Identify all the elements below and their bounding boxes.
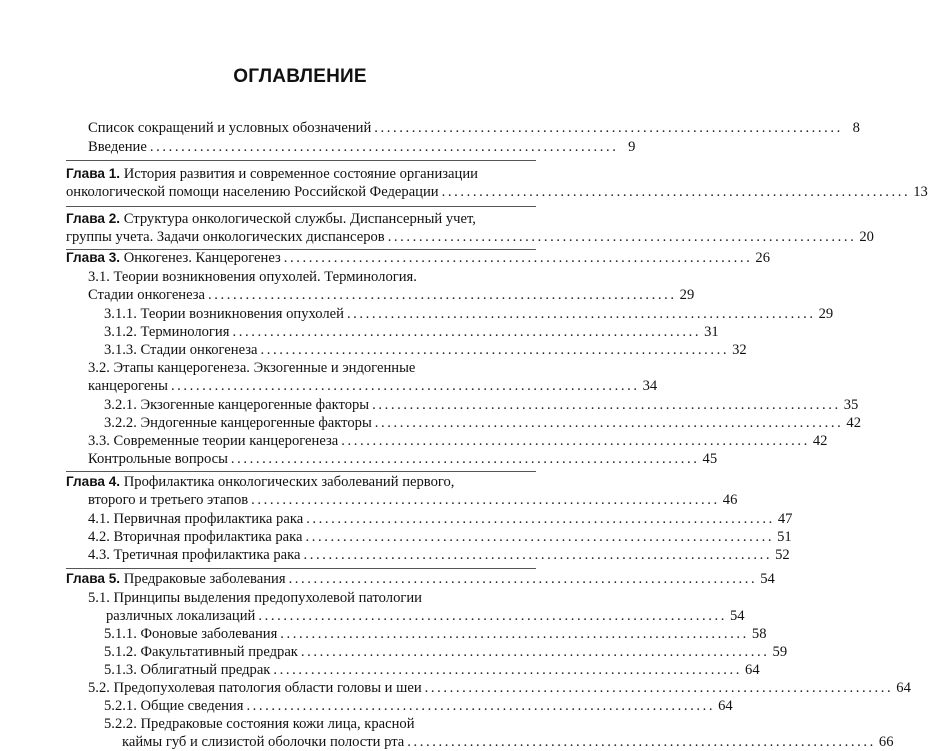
entry-page: 54 (760, 571, 775, 587)
toc-entry-3-1-1[interactable]: 3.1.1. Теории возникновения опухолей ........................................................................... 29 (104, 306, 834, 322)
entry-page: 13 (913, 184, 928, 200)
toc-entry-5-1-2[interactable]: 5.1.2. Факультативный предрак ........................................................................... 59 (104, 644, 788, 660)
entry-page: 64 (896, 680, 911, 696)
entry-page: 52 (775, 547, 790, 563)
entry-text: 3.3. Современные теории канцерогенеза (88, 433, 339, 449)
entry-page: 47 (777, 511, 793, 527)
entry-text: 3.1.3. Стадии онкогенеза (104, 342, 258, 358)
toc-entry-5-1[interactable]: 5.1. Принципы выделения предопухолевой патологии различных локализаций ........................................................................... 54 (88, 590, 745, 624)
toc-entry-chapter-5[interactable]: Глава 5. Предраковые заболевания ........................................................................... 54 (66, 571, 775, 587)
toc-entry-introduction[interactable]: Введение ........................................................................... 9 (88, 139, 636, 155)
entry-text: 3.1.1. Теории возникновения опухолей (104, 306, 344, 322)
chapter-label: Глава 3. (66, 250, 121, 265)
entry-text: 4.1. Первичная профилактика рака (88, 511, 304, 527)
chapter-label: Глава 2. (66, 211, 121, 226)
entry-page: 8 (852, 120, 860, 136)
entry-page: 31 (704, 324, 719, 340)
toc-entry-3-2[interactable]: 3.2. Этапы канцерогенеза. Экзогенные и эндогенные канцерогены ........................................................................... 34 (88, 360, 658, 394)
entry-page: 46 (722, 492, 738, 508)
toc-entry-3-2-1[interactable]: 3.2.1. Экзогенные канцерогенные факторы ........................................................................... 35 (104, 397, 859, 413)
entry-text: 5.2. Предопухолевая патология области головы и шеи (88, 680, 422, 696)
entry-page: 32 (732, 342, 747, 358)
entry-text: 5.2.2. Предраковые состояния кожи лица, красной (104, 716, 415, 732)
entry-text-cont: группы учета. Задачи онкологических диспансеров (66, 229, 385, 245)
entry-page: 59 (772, 644, 788, 660)
entry-text: 5.1.3. Облигатный предрак (104, 662, 271, 678)
chapter-label: Глава 4. (66, 474, 121, 489)
entry-text: Введение (88, 139, 147, 155)
entry-text: Структура онкологической службы. Диспансерный учет, (123, 211, 476, 227)
toc-entry-chapter-1[interactable]: Глава 1. История развития и современное состояние организации онкологической помощи населению Российской Федерации ........................................................................... 13 (66, 166, 928, 200)
entry-text: Онкогенез. Канцерогенез (123, 250, 281, 266)
entry-page: 29 (679, 287, 695, 303)
toc-entry-abbreviations[interactable]: Список сокращений и условных обозначений ........................................................................... 8 (88, 120, 860, 136)
entry-text: Профилактика онкологических заболеваний первого, (123, 474, 455, 490)
entry-text-cont: второго и третьего этапов (88, 492, 249, 508)
entry-text-cont: каймы губ и слизистой оболочки полости рта (122, 734, 405, 750)
toc-entry-5-1-3[interactable]: 5.1.3. Облигатный предрак ........................................................................... 64 (104, 662, 760, 678)
toc-entry-4-2[interactable]: 4.2. Вторичная профилактика рака ........................................................................... 51 (88, 529, 792, 545)
entry-page: 54 (730, 608, 745, 624)
toc-entry-5-2-2[interactable]: 5.2.2. Предраковые состояния кожи лица, красной каймы губ и слизистой оболочки полости рта ........................................................................... 66 (104, 716, 894, 750)
toc-entry-3-1-3[interactable]: 3.1.3. Стадии онкогенеза ........................................................................... 32 (104, 342, 747, 358)
toc-entry-3-1-2[interactable]: 3.1.2. Терминология ........................................................................... 31 (104, 324, 719, 340)
divider (66, 206, 536, 207)
toc-entry-5-1-1[interactable]: 5.1.1. Фоновые заболевания ........................................................................... 58 (104, 626, 767, 642)
divider (66, 471, 536, 472)
divider (66, 160, 536, 161)
chapter-label: Глава 5. (66, 571, 121, 586)
divider (66, 568, 536, 569)
entry-text-cont: различных локализаций (106, 608, 256, 624)
toc-entry-3-1[interactable]: 3.1. Теории возникновения опухолей. Терминология. Стадии онкогенеза ........................................................................... 29 (88, 269, 695, 303)
toc-entry-chapter-3[interactable]: Глава 3. Онкогенез. Канцерогенез ........................................................................... 26 (66, 250, 770, 266)
entry-text: 5.1.2. Факультативный предрак (104, 644, 298, 660)
toc-entry-5-2[interactable]: 5.2. Предопухолевая патология области головы и шеи ........................................................................... 64 (88, 680, 911, 696)
entry-text: 3.1.2. Терминология (104, 324, 230, 340)
entry-text: Список сокращений и условных обозначений (88, 120, 372, 136)
toc-entry-control-questions[interactable]: Контрольные вопросы ........................................................................... 45 (88, 451, 718, 467)
entry-text-cont: онкологической помощи населению Российской Федерации (66, 184, 439, 200)
entry-page: 51 (777, 529, 792, 545)
toc-entry-chapter-4[interactable]: Глава 4. Профилактика онкологических заболеваний первого, второго и третьего этапов ........................................................................... 46 (66, 474, 738, 508)
toc-entry-3-3[interactable]: 3.3. Современные теории канцерогенеза ........................................................................... 42 (88, 433, 828, 449)
entry-text: 5.1.1. Фоновые заболевания (104, 626, 278, 642)
entry-page: 42 (846, 415, 861, 431)
entry-text: 4.3. Третичная профилактика рака (88, 547, 301, 563)
entry-text: 5.1. Принципы выделения предопухолевой патологии (88, 590, 422, 606)
entry-text: 3.1. Теории возникновения опухолей. Терминология. (88, 269, 417, 285)
entry-page: 9 (628, 139, 636, 155)
toc-entry-5-2-1[interactable]: 5.2.1. Общие сведения ........................................................................... 64 (104, 698, 733, 714)
entry-page: 42 (812, 433, 828, 449)
entry-page: 26 (755, 250, 770, 266)
entry-text: Контрольные вопросы (88, 451, 228, 467)
entry-text-cont: Стадии онкогенеза (88, 287, 205, 303)
entry-page: 66 (878, 734, 894, 750)
entry-text: 3.2.2. Эндогенные канцерогенные факторы (104, 415, 372, 431)
page-title: ОГЛАВЛЕНИЕ (233, 66, 367, 87)
entry-page: 29 (818, 306, 834, 322)
toc-entry-4-1[interactable]: 4.1. Первичная профилактика рака ........................................................................... 47 (88, 511, 793, 527)
entry-page: 20 (859, 229, 874, 245)
entry-text: 3.2. Этапы канцерогенеза. Экзогенные и эндогенные (88, 360, 416, 376)
toc-entry-3-2-2[interactable]: 3.2.2. Эндогенные канцерогенные факторы ........................................................................... 42 (104, 415, 861, 431)
entry-page: 64 (745, 662, 760, 678)
entry-text: Предраковые заболевания (123, 571, 286, 587)
entry-text: 4.2. Вторичная профилактика рака (88, 529, 303, 545)
toc-entry-chapter-2[interactable]: Глава 2. Структура онкологической службы. Диспансерный учет, группы учета. Задачи онкологических диспансеров ........................................................................... 20 (66, 211, 874, 245)
entry-text: 3.2.1. Экзогенные канцерогенные факторы (104, 397, 370, 413)
chapter-label: Глава 1. (66, 166, 121, 181)
entry-text: 5.2.1. Общие сведения (104, 698, 244, 714)
entry-page: 45 (702, 451, 718, 467)
entry-page: 35 (843, 397, 859, 413)
entry-page: 58 (751, 626, 767, 642)
toc-entry-4-3[interactable]: 4.3. Третичная профилактика рака ........................................................................... 52 (88, 547, 790, 563)
entry-text-cont: канцерогены (88, 378, 168, 394)
entry-page: 64 (718, 698, 733, 714)
entry-page: 34 (642, 378, 658, 394)
entry-text: История развития и современное состояние организации (123, 166, 478, 182)
